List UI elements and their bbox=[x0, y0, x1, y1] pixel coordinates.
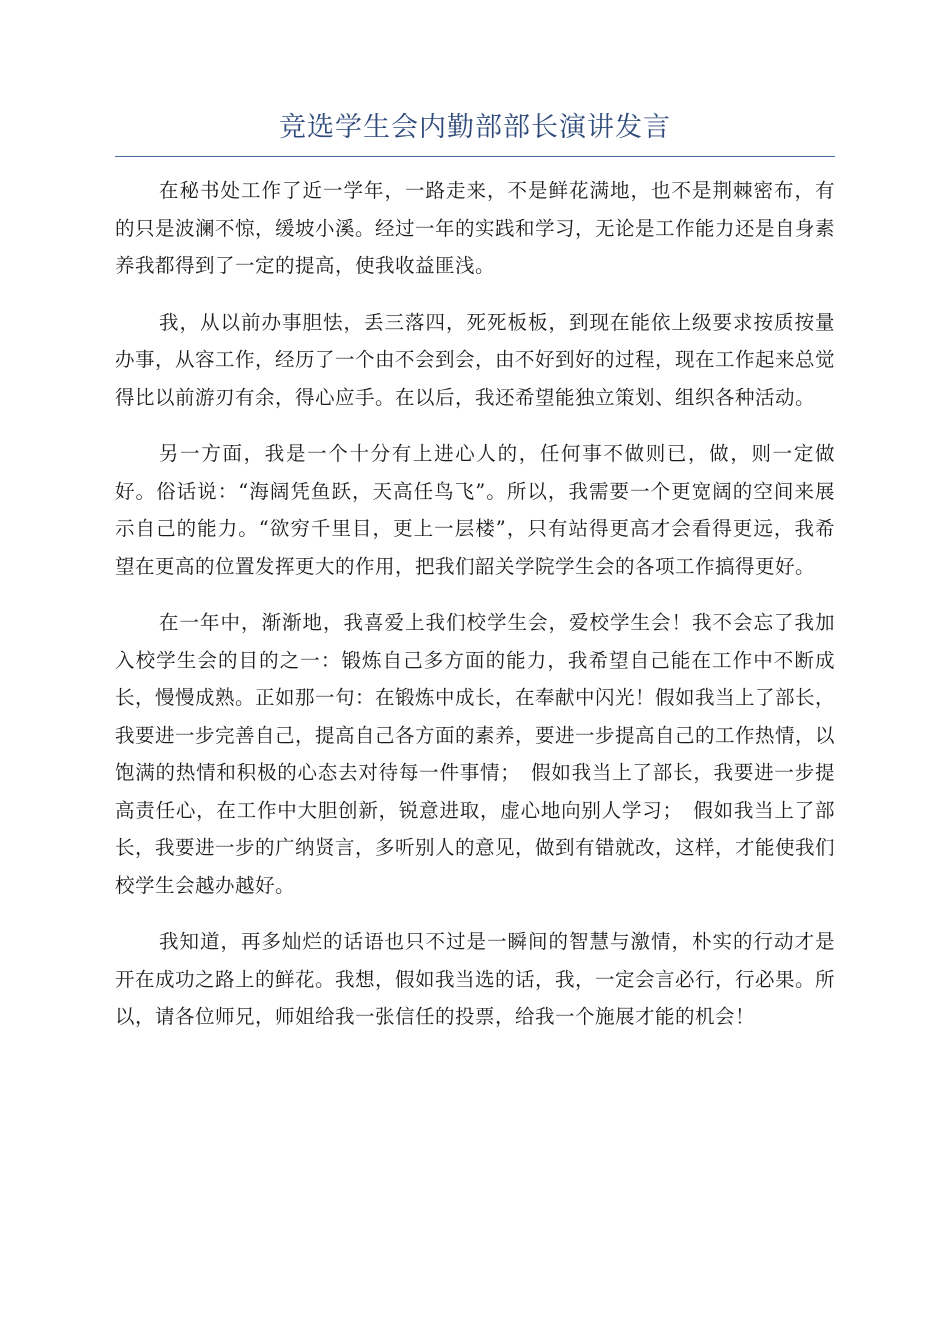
paragraph-2: 我，从以前办事胆怯，丢三落四，死死板板，到现在能依上级要求按质按量办事，从容工作，经历了一个由不会到会，由不好到好的过程，现在工作起来总觉得比以前游刃有余，得心应手。在以后，我还希望能独立策划、组织各种活动。 bbox=[115, 310, 836, 409]
title-block bbox=[115, 108, 835, 157]
paragraph-5: 我知道，再多灿烂的话语也只不过是一瞬间的智慧与激情，朴实的行动才是开在成功之路上的鲜花。我想，假如我当选的话，我，一定会言必行，行必果。所以，请各位师兄，师姐给我一张信任的投票，给我一个施展才能的机会！ bbox=[115, 930, 836, 1028]
paragraph-3: 另一方面，我是一个十分有上进心人的，任何事不做则已，做，则一定做好。俗话说：“海阔凭鱼跃，天高任鸟飞”。所以，我需要一个更宽阔的空间来展示自己的能力。“欲穷千里目，更上一层楼”，只有站得更高才会看得更远，我希望在更高的位置发挥更大的作用，把我们韶关学院学生会的各项工作搞得更好。 bbox=[115, 442, 835, 578]
document-title: 竞选学生会内勤部部长演讲发言 bbox=[279, 112, 671, 143]
document-body bbox=[115, 172, 835, 1055]
paragraph-1: 在秘书处工作了近一学年，一路走来，不是鲜花满地，也不是荆棘密布，有的只是波澜不惊，缓坡小溪。经过一年的实践和学习，无论是工作能力还是自身素养我都得到了一定的提高，使我收益匪浅。 bbox=[115, 179, 836, 277]
paragraph-4: 在一年中，渐渐地，我喜爱上我们校学生会，爱校学生会！我不会忘了我加入校学生会的目的之一：锻炼自己多方面的能力，我希望自己能在工作中不断成长，慢慢成熟。正如那一句：在锻炼中成长，在奉献中闪光！假如我当上了部长，我要进一步完善自己，提高自己各方面的素养，要进一步提高自己的工作热情，以饱满的热情和积极的心态去对待每一件事情； 假如我当上了部长，我要进一步提高责任心，在工作中大胆创新，锐意进取，虚心地向别人学习； 假如我当上了部长，我要进一步的广纳贤言，多听别人的意见，做到有错就改，这样，才能使我们校学生会越办越好。 bbox=[115, 611, 836, 897]
